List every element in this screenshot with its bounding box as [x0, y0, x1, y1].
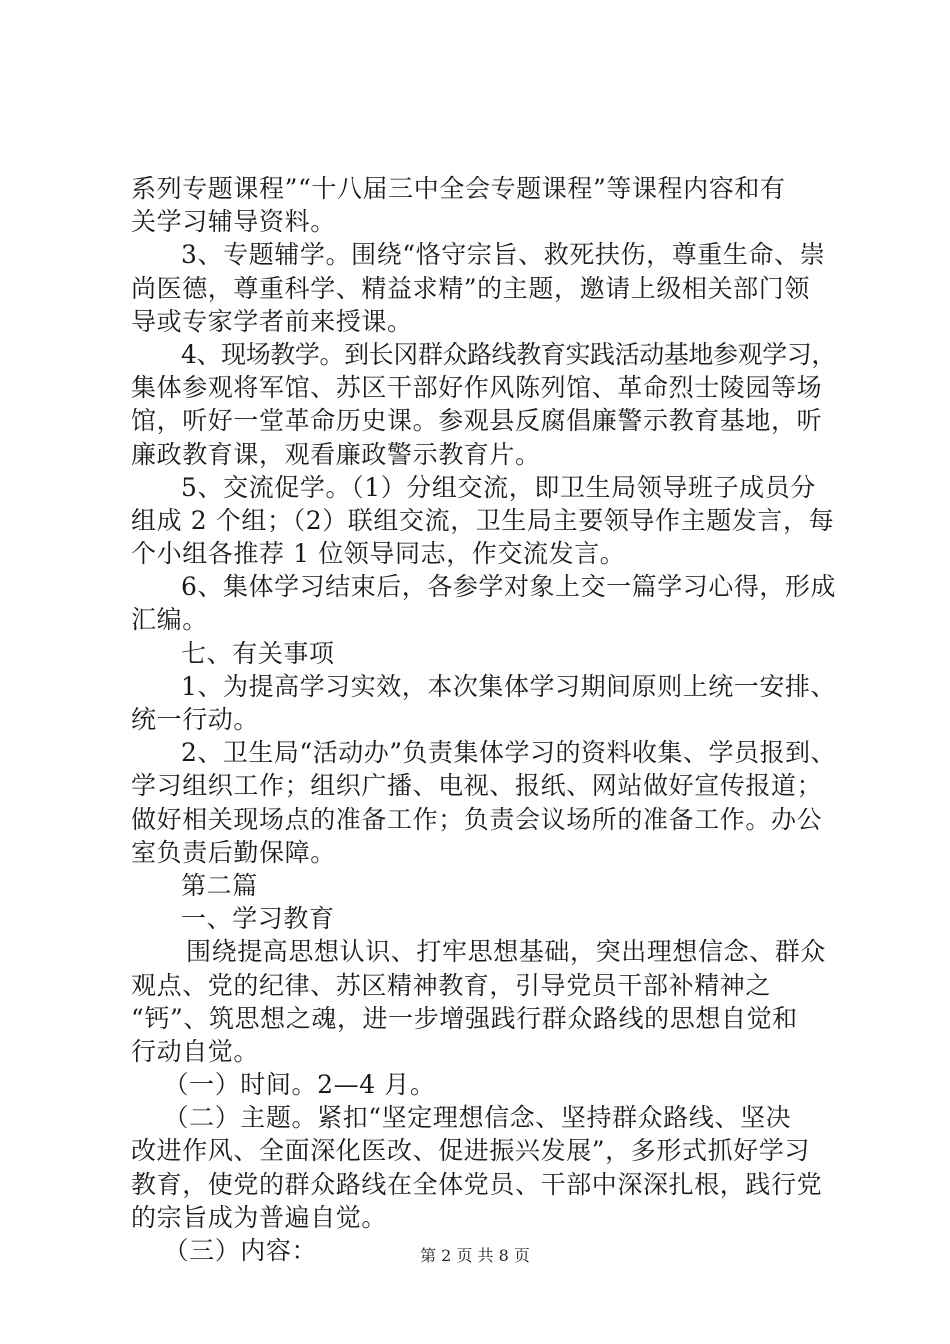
text-line: 第二篇	[181, 870, 258, 900]
text-line: 5、交流促学。（1）分组交流，即卫生局领导班子成员分	[181, 472, 816, 502]
text-line: 廉政教育课，观看廉政警示教育片。	[131, 439, 541, 469]
text-line: 馆，听好一堂革命历史课。参观县反腐倡廉警示教育基地，听	[131, 406, 823, 436]
text-line: 教育，使党的群众路线在全体党员、干部中深深扎根，践行党	[131, 1169, 823, 1199]
text-line: 导或专家学者前来授课。	[131, 306, 413, 336]
text-line: 系列专题课程”“十八届三中全会专题课程”等课程内容和有	[131, 174, 786, 203]
text-line: 关学习辅导资料。	[131, 207, 336, 237]
page-footer: 第 2 页 共 8 页	[420, 1246, 530, 1265]
text-line: 七、有关事项	[181, 638, 335, 668]
text-line: 的宗旨成为普遍自觉。	[131, 1202, 388, 1232]
text-line: 尚医德，尊重科学、精益求精”的主题，邀请上级相关部门领	[131, 273, 810, 303]
document-body	[131, 172, 836, 1267]
text-line: 3、专题辅学。围绕“恪守宗旨、救死扶伤，尊重生命、崇	[181, 240, 826, 270]
text-line: （二）主题。紧扣“坚定理想信念、坚持群众路线、坚决	[163, 1103, 792, 1133]
text-line: 观点、党的纪律、苏区精神教育，引导党员干部补精神之	[131, 970, 772, 1000]
text-line: 汇编。	[131, 605, 208, 635]
text-line: 2、卫生局“活动办”负责集体学习的资料收集、学员报到、	[181, 738, 836, 768]
text-line: 行动自觉。	[131, 1036, 260, 1066]
text-line: 6、集体学习结束后，各参学对象上交一篇学习心得，形成	[181, 572, 836, 602]
text-line: 统一行动。	[131, 705, 260, 734]
text-line: 室负责后勤保障。	[131, 837, 336, 867]
text-line: 围绕提高思想认识、打牢思想基础，突出理想信念、群众	[186, 937, 827, 967]
text-line: 4、现场教学。到长冈群众路线教育实践活动基地参观学习，	[181, 339, 836, 369]
text-line: 改进作风、全面深化医改、促进振兴发展”，多形式抓好学习	[131, 1136, 810, 1166]
text-line: 个小组各推荐 1 位领导同志，作交流发言。	[131, 539, 626, 569]
text-line: 做好相关现场点的准备工作；负责会议场所的准备工作。办公	[131, 804, 823, 834]
text-line: 1、为提高学习实效，本次集体学习期间原则上统一安排、	[181, 671, 836, 701]
text-line: （一）时间。2—4 月。	[163, 1070, 436, 1100]
text-line: 集体参观将军馆、苏区干部好作风陈列馆、革命烈士陵园等场	[131, 373, 823, 403]
text-line: 组成 2 个组；（2）联组交流，卫生局主要领导作主题发言，每	[131, 505, 835, 535]
text-line: “钙”、筑思想之魂，进一步增强践行群众路线的思想自觉和	[131, 1003, 798, 1033]
text-line: （三）内容：	[163, 1236, 318, 1265]
text-line: 学习组织工作；组织广播、电视、报纸、网站做好宣传报道；	[131, 771, 823, 801]
text-line: 一、学习教育	[181, 904, 335, 934]
